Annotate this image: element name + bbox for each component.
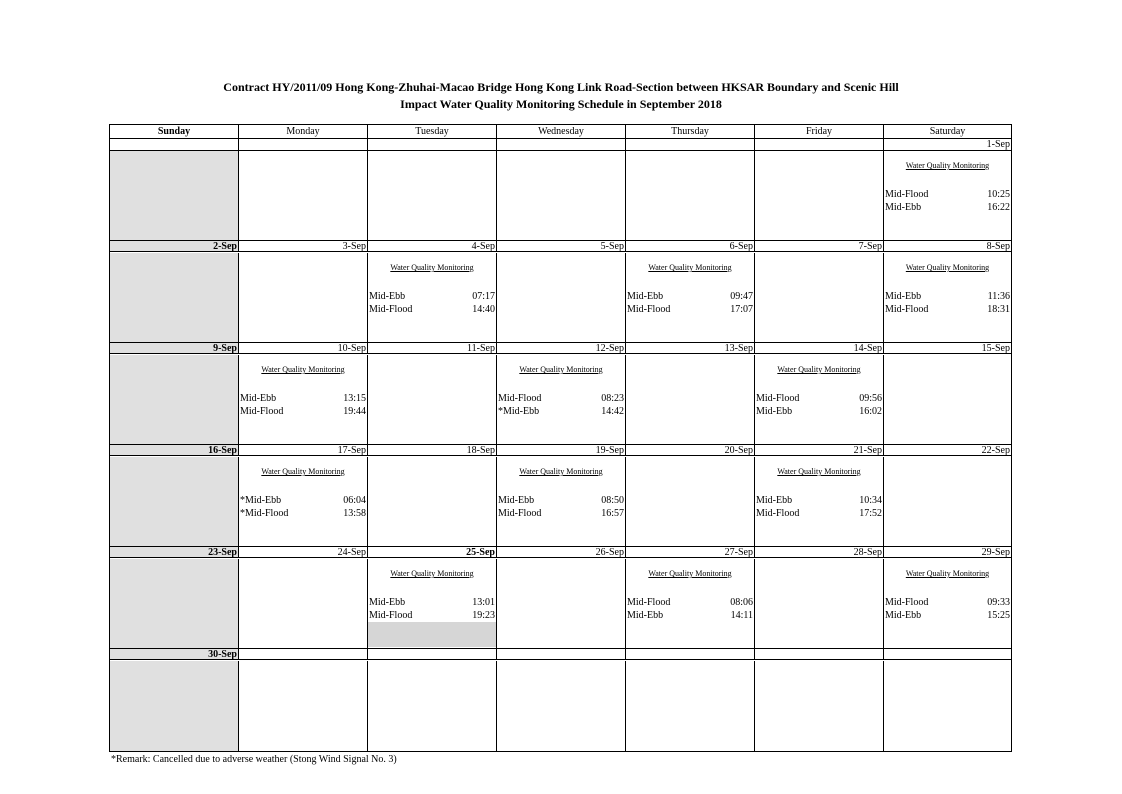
cancelled-shading xyxy=(368,622,496,647)
monitoring-time: 19:44 xyxy=(343,406,366,417)
document-title: Contract HY/2011/09 Hong Kong-Zhuhai-Macao Bridge Hong Kong Link Road-Section between HKSAR Boundary and Scenic Hill xyxy=(223,80,899,94)
tide-label: Mid-Flood xyxy=(885,189,929,200)
date-cell xyxy=(239,139,368,151)
monitoring-entry xyxy=(627,303,753,316)
tide-label: Mid-Flood xyxy=(756,508,800,519)
date-cell: 12-Sep xyxy=(497,342,626,354)
monitoring-time: 09:33 xyxy=(987,597,1010,608)
date-cell: 25-Sep xyxy=(368,546,497,558)
monitoring-heading: Water Quality Monitoring xyxy=(648,569,732,578)
tide-label: Mid-Flood xyxy=(369,304,413,315)
date-cell xyxy=(755,648,884,660)
date-cell xyxy=(368,139,497,151)
sunday-cell xyxy=(110,559,239,659)
date-cell: 23-Sep xyxy=(110,546,239,558)
date-cell: 17-Sep xyxy=(239,444,368,456)
monitoring-entry xyxy=(240,392,366,405)
tide-label: *Mid-Ebb xyxy=(498,406,540,417)
tide-label: Mid-Flood xyxy=(627,597,671,608)
tide-label: Mid-Ebb xyxy=(369,597,406,608)
monitoring-entry xyxy=(369,596,495,609)
tide-label: Mid-Ebb xyxy=(885,610,922,621)
monitoring-heading: Water Quality Monitoring xyxy=(777,365,861,374)
monitoring-time: 15:25 xyxy=(987,610,1010,621)
day-cell xyxy=(884,151,1011,251)
date-cell: 13-Sep xyxy=(626,342,755,354)
day-cell xyxy=(626,253,755,353)
day-cell xyxy=(239,151,368,251)
date-cell: 27-Sep xyxy=(626,546,755,558)
monitoring-time: 16:57 xyxy=(601,508,624,519)
monitoring-heading: Water Quality Monitoring xyxy=(905,263,990,272)
date-cell xyxy=(497,139,626,151)
monitoring-entry xyxy=(498,392,624,405)
monitoring-entry xyxy=(885,609,1010,622)
date-cell xyxy=(884,648,1011,660)
day-cell xyxy=(368,355,497,455)
tide-label: Mid-Flood xyxy=(498,508,542,519)
day-cell xyxy=(884,355,1011,455)
day-header-sunday: Sunday xyxy=(110,125,239,139)
tide-label: Mid-Flood xyxy=(240,406,284,417)
monitoring-heading: Water Quality Monitoring xyxy=(261,467,345,476)
day-cell xyxy=(626,457,755,557)
day-cell xyxy=(626,151,755,251)
monitoring-entry xyxy=(627,609,753,622)
tide-label: Mid-Flood xyxy=(498,393,542,404)
monitoring-time: 17:07 xyxy=(730,304,753,315)
monitoring-entry xyxy=(369,290,495,303)
monitoring-entry xyxy=(885,188,1010,201)
day-cell xyxy=(497,457,626,557)
monitoring-entry xyxy=(627,596,753,609)
monitoring-entry xyxy=(885,596,1010,609)
monitoring-time: 07:17 xyxy=(472,291,495,302)
day-cell xyxy=(884,559,1011,659)
tide-label: *Mid-Ebb xyxy=(240,495,282,506)
monitoring-time: 08:06 xyxy=(730,597,753,608)
sunday-cell xyxy=(110,355,239,455)
date-cell: 10-Sep xyxy=(239,342,368,354)
monitoring-entry xyxy=(369,303,495,316)
day-header-saturday: Saturday xyxy=(884,125,1011,139)
monitoring-entry xyxy=(885,201,1010,214)
date-cell: 26-Sep xyxy=(497,546,626,558)
date-cell: 7-Sep xyxy=(755,240,884,252)
day-cell xyxy=(755,355,884,455)
date-cell xyxy=(239,648,368,660)
date-cell: 28-Sep xyxy=(755,546,884,558)
monitoring-heading: Water Quality Monitoring xyxy=(390,569,474,578)
monitoring-time: 14:40 xyxy=(472,304,495,315)
monitoring-entry xyxy=(885,303,1010,316)
tide-label: *Mid-Flood xyxy=(240,508,289,519)
day-header-wednesday: Wednesday xyxy=(497,125,626,139)
tide-label: Mid-Ebb xyxy=(756,406,793,417)
monitoring-time: 06:04 xyxy=(343,495,366,506)
monitoring-heading: Water Quality Monitoring xyxy=(905,569,990,578)
date-cell: 15-Sep xyxy=(884,342,1011,354)
monitoring-time: 11:36 xyxy=(987,291,1010,302)
day-cell xyxy=(497,355,626,455)
day-cell xyxy=(368,457,497,557)
day-cell xyxy=(368,253,497,353)
tide-label: Mid-Ebb xyxy=(240,393,277,404)
monitoring-heading: Water Quality Monitoring xyxy=(261,365,345,374)
monitoring-heading: Water Quality Monitoring xyxy=(905,161,990,170)
tide-label: Mid-Ebb xyxy=(885,291,922,302)
day-cell xyxy=(755,559,884,659)
monitoring-entry xyxy=(498,507,624,520)
monitoring-time: 10:25 xyxy=(987,189,1010,200)
day-cell xyxy=(755,661,884,751)
date-cell: 30-Sep xyxy=(110,648,239,660)
monitoring-entry xyxy=(885,290,1010,303)
monitoring-entry xyxy=(627,290,753,303)
day-header-tuesday: Tuesday xyxy=(368,125,497,139)
monitoring-heading: Water Quality Monitoring xyxy=(519,467,603,476)
day-cell xyxy=(884,457,1011,557)
monitoring-entry xyxy=(756,392,882,405)
day-header-monday: Monday xyxy=(239,125,368,139)
day-header-friday: Friday xyxy=(755,125,884,139)
date-cell xyxy=(755,139,884,151)
monitoring-time: 17:52 xyxy=(859,508,882,519)
monitoring-time: 14:42 xyxy=(601,406,624,417)
monitoring-entry xyxy=(756,405,882,418)
day-header-thursday: Thursday xyxy=(626,125,755,139)
monitoring-time: 19:23 xyxy=(472,610,495,621)
monitoring-entry xyxy=(756,507,882,520)
day-cell xyxy=(239,457,368,557)
day-cell xyxy=(497,151,626,251)
date-cell: 29-Sep xyxy=(884,546,1011,558)
monitoring-entry xyxy=(498,494,624,507)
monitoring-heading: Water Quality Monitoring xyxy=(519,365,603,374)
date-cell: 16-Sep xyxy=(110,444,239,456)
monitoring-heading: Water Quality Monitoring xyxy=(648,263,732,272)
monitoring-entry xyxy=(240,507,366,520)
day-cell xyxy=(497,253,626,353)
day-cell xyxy=(239,661,368,751)
tide-label: Mid-Flood xyxy=(756,393,800,404)
day-cell xyxy=(884,661,1011,751)
date-cell: 20-Sep xyxy=(626,444,755,456)
tide-label: Mid-Flood xyxy=(369,610,413,621)
tide-label: Mid-Ebb xyxy=(627,610,664,621)
date-cell xyxy=(368,648,497,660)
tide-label: Mid-Ebb xyxy=(627,291,664,302)
monitoring-calendar xyxy=(109,124,1012,752)
sunday-cell xyxy=(110,151,239,251)
monitoring-time: 14:11 xyxy=(730,610,753,621)
date-cell xyxy=(497,648,626,660)
date-cell xyxy=(110,139,239,151)
date-cell: 14-Sep xyxy=(755,342,884,354)
day-cell xyxy=(626,355,755,455)
day-cell xyxy=(755,253,884,353)
monitoring-time: 08:50 xyxy=(601,495,624,506)
monitoring-time: 13:58 xyxy=(343,508,366,519)
monitoring-heading: Water Quality Monitoring xyxy=(777,467,861,476)
date-cell: 9-Sep xyxy=(110,342,239,354)
monitoring-time: 13:15 xyxy=(343,393,366,404)
tide-label: Mid-Flood xyxy=(885,597,929,608)
tide-label: Mid-Flood xyxy=(627,304,671,315)
date-cell: 18-Sep xyxy=(368,444,497,456)
monitoring-time: 10:34 xyxy=(859,495,882,506)
day-cell xyxy=(497,661,626,751)
tide-label: Mid-Ebb xyxy=(885,202,922,213)
tide-label: Mid-Ebb xyxy=(756,495,793,506)
day-cell xyxy=(497,559,626,659)
date-cell: 22-Sep xyxy=(884,444,1011,456)
date-cell xyxy=(626,139,755,151)
document-subtitle: Impact Water Quality Monitoring Schedule in September 2018 xyxy=(400,97,722,111)
day-cell xyxy=(626,559,755,659)
day-cell xyxy=(239,253,368,353)
sunday-cell xyxy=(110,661,239,751)
date-cell: 6-Sep xyxy=(626,240,755,252)
tide-label: Mid-Flood xyxy=(885,304,929,315)
day-cell xyxy=(884,253,1011,353)
monitoring-time: 13:01 xyxy=(472,597,495,608)
sunday-cell xyxy=(110,253,239,353)
monitoring-entry xyxy=(498,405,624,418)
day-cell xyxy=(368,661,497,751)
day-cell xyxy=(368,151,497,251)
monitoring-time: 09:47 xyxy=(730,291,753,302)
day-cell xyxy=(368,559,497,659)
sunday-cell xyxy=(110,457,239,557)
date-cell xyxy=(626,648,755,660)
day-cell xyxy=(755,151,884,251)
date-cell: 3-Sep xyxy=(239,240,368,252)
remark-note: *Remark: Cancelled due to adverse weather (Stong Wind Signal No. 3) xyxy=(111,754,397,765)
date-cell: 21-Sep xyxy=(755,444,884,456)
date-cell: 1-Sep xyxy=(884,139,1011,151)
monitoring-entry xyxy=(240,405,366,418)
monitoring-time: 08:23 xyxy=(601,393,624,404)
monitoring-time: 16:02 xyxy=(859,406,882,417)
day-cell xyxy=(239,355,368,455)
monitoring-time: 18:31 xyxy=(987,304,1010,315)
monitoring-entry xyxy=(369,609,495,622)
tide-label: Mid-Ebb xyxy=(498,495,535,506)
date-cell: 2-Sep xyxy=(110,240,239,252)
date-cell: 4-Sep xyxy=(368,240,497,252)
date-cell: 19-Sep xyxy=(497,444,626,456)
monitoring-heading: Water Quality Monitoring xyxy=(390,263,474,272)
day-cell xyxy=(239,559,368,659)
date-cell: 11-Sep xyxy=(368,342,497,354)
day-cell xyxy=(755,457,884,557)
day-cell xyxy=(626,661,755,751)
monitoring-entry xyxy=(240,494,366,507)
tide-label: Mid-Ebb xyxy=(369,291,406,302)
monitoring-time: 09:56 xyxy=(859,393,882,404)
date-cell: 8-Sep xyxy=(884,240,1011,252)
date-cell: 24-Sep xyxy=(239,546,368,558)
date-cell: 5-Sep xyxy=(497,240,626,252)
monitoring-time: 16:22 xyxy=(987,202,1010,213)
monitoring-entry xyxy=(756,494,882,507)
